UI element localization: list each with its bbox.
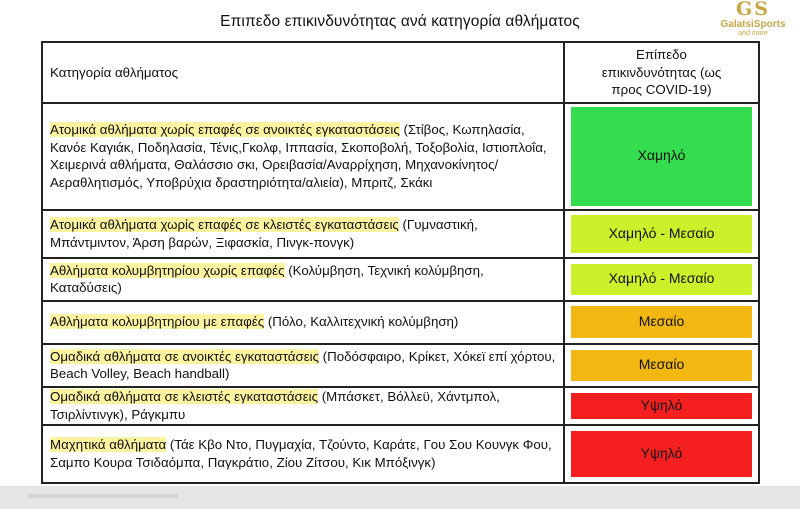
category-sports: (Μπάσκετ, Βόλλεϋ, Χάντμπολ, Τσιρλίντινγκ), Ράγκμπυ (50, 389, 500, 422)
table-row (42, 425, 759, 483)
category-highlight: Ομαδικά αθλήματα σε κλειστές εγκαταστάσεις (50, 389, 319, 404)
category-cell (42, 210, 564, 258)
header-level-line: Επίπεδο (636, 47, 687, 62)
logo-tagline: and more (738, 30, 768, 37)
logo-mark: GS (736, 0, 770, 20)
level-cell (564, 258, 759, 301)
level-badge: Μεσαίο (571, 350, 752, 381)
category-sports: (Πόλο, Καλλιτεχνική κολύμβηση) (264, 314, 459, 330)
table-header-row (42, 42, 759, 103)
page-title: Επιπεδο επικινδυνότητας ανά κατηγορία αθλήματος (220, 13, 580, 30)
category-cell (42, 301, 564, 344)
level-cell (564, 301, 759, 344)
table-row (42, 344, 759, 387)
level-badge: Χαμηλό - Μεσαίο (571, 215, 752, 253)
galatsisports-logo (714, 0, 792, 38)
level-badge: Υψηλό (571, 393, 752, 419)
category-sports: (Γυμναστική, Μπάντμιντον, Άρση βαρών, Ξιφασκία, Πινγκ-πονγκ) (50, 217, 478, 250)
header-level-line: επικινδυνότητας (ως (601, 64, 722, 80)
category-cell (42, 344, 564, 387)
level-badge: Υψηλό (571, 431, 752, 477)
category-cell (42, 387, 564, 425)
category-cell (42, 425, 564, 483)
level-badge: Μεσαίο (571, 306, 752, 338)
category-sports: (Στίβος, Κωπηλασία, Κανόε Καγιάκ, Ποδηλασία, Τένις,Γκολφ, Ιππασία, Σκοποβολή, Τοξοβολία, Ιστιοπλοΐα, Χειμερινά αθλήματα, Θαλάσσιο σκι, Ορειβασία/Αναρρίχηση, Μηχανοκίνητος/Αεραθλητισμός, Υποβρύχια δραστηριότητα/αλιεία), Μπριτζ, Σκάκι (50, 122, 547, 190)
category-sports: (Τάε Κβο Ντο, Πυγμαχία, Τζούντο, Καράτε, Γου Σου Κουνγκ Φου, Σαμπο Κουρα Τσιδαόμπα, Παγκράτιο, Ζίου Ζίτσου, Κικ Μπόξινγκ) (50, 437, 552, 470)
category-highlight: Αθλήματα κολυμβητηρίου χωρίς επαφές (50, 262, 285, 278)
category-sports: (Ποδόσφαιρο, Κρίκετ, Χόκεϊ επί χόρτου, Beach Volley, Beach handball) (50, 348, 556, 381)
footer-faint-text (28, 494, 178, 498)
category-cell (42, 103, 564, 210)
table-row (42, 258, 759, 301)
category-sports: (Κολύμβηση, Τεχνική κολύμβηση, Καταδύσεις) (50, 262, 484, 295)
level-cell (564, 210, 759, 258)
header-category: Κατηγορία αθλήματος (42, 42, 564, 103)
footer-bar (0, 486, 800, 509)
level-badge: Χαμηλό - Μεσαίο (571, 264, 752, 295)
header-level (564, 42, 759, 103)
category-highlight: Ατομικά αθλήματα χωρίς επαφές σε ανοικτές εγκαταστάσεις (50, 122, 400, 137)
level-cell (564, 387, 759, 425)
level-badge: Χαμηλό (571, 107, 752, 206)
table-row (42, 301, 759, 344)
category-highlight: Μαχητικά αθλήματα (50, 437, 167, 452)
table-row (42, 210, 759, 258)
logo-name: GalatsiSports (720, 19, 786, 30)
risk-table (41, 41, 760, 484)
table-row (42, 103, 759, 210)
level-cell (564, 344, 759, 387)
category-highlight: Ατομικά αθλήματα χωρίς επαφές σε κλειστές εγκαταστάσεις (50, 217, 399, 232)
level-cell (564, 425, 759, 483)
header-level-line: προς COVID-19) (611, 82, 712, 97)
category-cell (42, 258, 564, 301)
table-row (42, 387, 759, 425)
category-highlight: Ομαδικά αθλήματα σε ανοικτές εγκαταστάσεις (50, 348, 319, 364)
level-cell (564, 103, 759, 210)
category-highlight: Αθλήματα κολυμβητηρίου με επαφές (50, 314, 265, 330)
